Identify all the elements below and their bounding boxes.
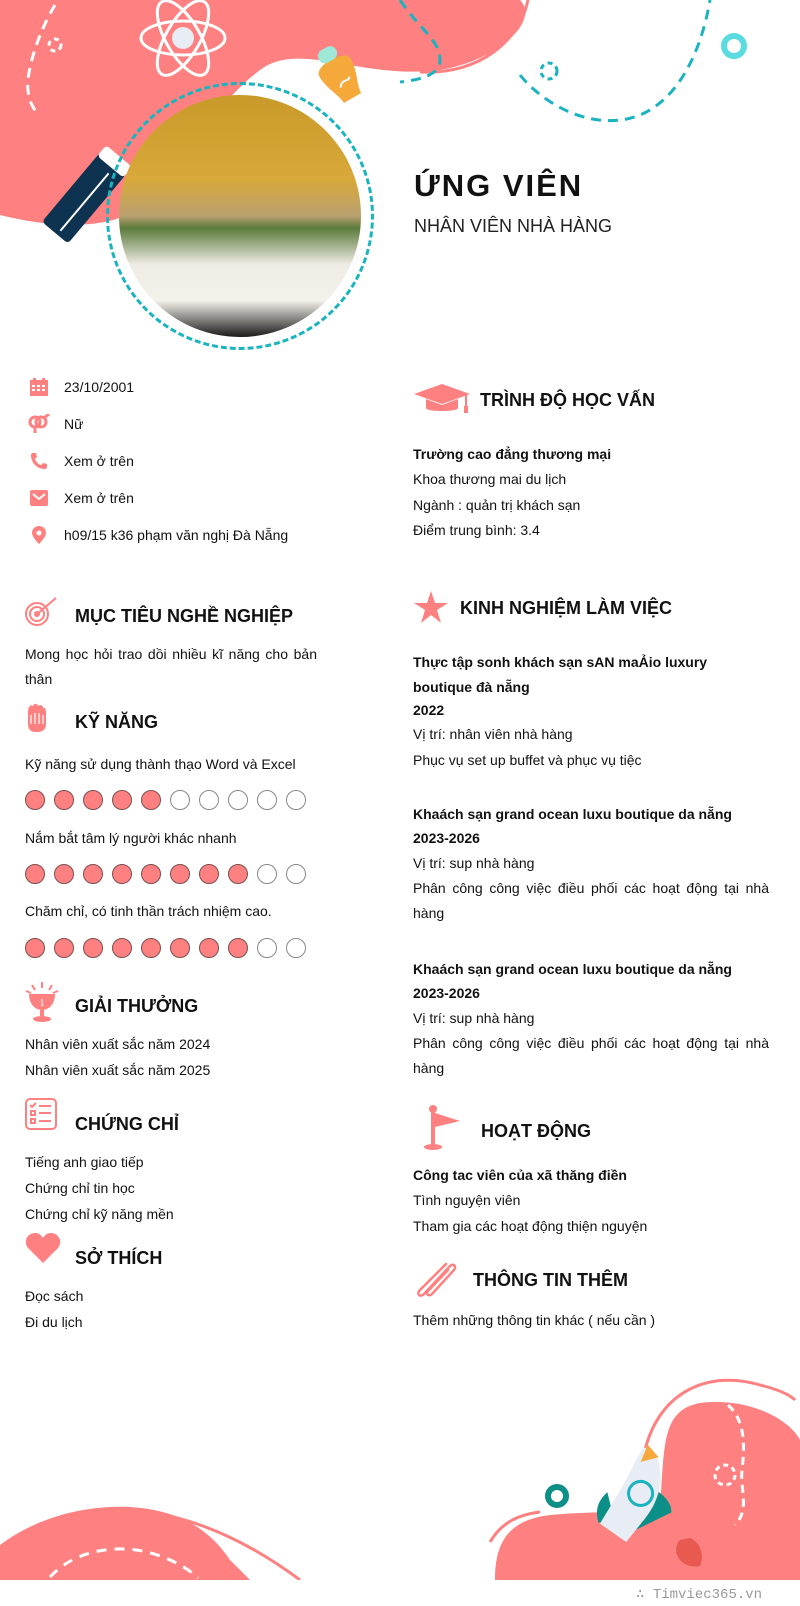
email-value: Xem ở trên [64,490,134,506]
hobby-item: Đọc sách [25,1288,84,1304]
rating-dot-empty [286,938,306,958]
target-icon [24,596,58,628]
rating-dot-filled [25,938,45,958]
address-value: h09/15 k36 phạm văn nghị Đà Nẵng [64,527,289,543]
rating-dot-filled [199,938,219,958]
objective-text: Mong học hỏi trao dồi nhiều kĩ năng cho bản thân [25,646,317,687]
flag-icon [420,1105,464,1151]
education-title: TRÌNH ĐỘ HỌC VẤN [480,390,655,410]
gender-icon [28,413,50,435]
rating-dot-empty [257,938,277,958]
contact-email [28,486,134,510]
experience-desc: Phân công công việc điều phối các hoạt động tại nhà hàng [413,880,769,921]
rating-dot-filled [112,790,132,810]
experience-title: KINH NGHIỆM LÀM VIỆC [460,598,673,618]
rating-dot-filled [228,864,248,884]
certificate-item: Chứng chỉ kỹ năng mền [25,1206,174,1222]
certificate-item: Tiếng anh giao tiếp [25,1154,144,1170]
rating-dot-empty [286,864,306,884]
profile-photo [119,95,361,337]
rating-dot-filled [170,938,190,958]
rating-dot-empty [228,790,248,810]
phone-value: Xem ở trên [64,453,134,469]
skill-label: Kỹ năng sử dụng thành thạo Word và Excel [25,756,296,772]
footer-decoration [0,1330,800,1580]
experience-company: Thực tập sonh khách sạn sAN maẢio luxury boutique đà nẵng [413,654,708,695]
profile-photo-frame [106,82,374,350]
contact-gender [28,412,83,436]
experience-desc: Phân công công việc điều phối các hoạt động tại nhà hàng [413,1035,769,1076]
education-line: Ngành : quản trị khách sạn [413,497,581,513]
award-item: Nhân viên xuất sắc năm 2025 [25,1062,211,1078]
paperclip-icon [416,1258,460,1300]
certificate-item: Chứng chỉ tin học [25,1180,135,1196]
rating-dot-filled [112,864,132,884]
birthdate-value: 23/10/2001 [64,379,135,395]
candidate-name: ỨNG VIÊN [414,168,584,203]
graduation-cap-icon [414,382,470,416]
candidate-position: NHÂN VIÊN NHÀ HÀNG [414,216,613,236]
hand-icon [25,702,47,734]
rating-dot-filled [141,938,161,958]
rating-dot-filled [141,790,161,810]
heart-icon [25,1232,61,1264]
experience-desc: Phục vụ set up buffet và phục vụ tiệc [413,752,642,768]
rating-dot-filled [199,864,219,884]
contact-address [28,523,288,547]
additional-title: THÔNG TIN THÊM [473,1270,628,1290]
contact-birthdate [28,375,134,399]
experience-company: Khaách sạn grand ocean luxu boutique da nẵng [413,806,732,822]
skill-label: Nắm bắt tâm lý người khác nhanh [25,830,237,846]
rating-dot-filled [25,864,45,884]
rating-dot-empty [170,790,190,810]
activity-line: Tình nguyện viên [413,1192,521,1208]
hobbies-title: SỞ THÍCH [75,1248,163,1268]
award-item: Nhân viên xuất sắc năm 2024 [25,1036,211,1052]
education-line: Khoa thương mai du lịch [413,471,567,487]
skills-title: KỸ NĂNG [75,712,159,732]
rating-dot-filled [83,938,103,958]
certificates-title: CHỨNG CHỈ [75,1114,179,1134]
star-icon [414,591,448,623]
objective-title: MỤC TIÊU NGHỀ NGHIỆP [75,606,294,626]
rating-dot-filled [54,938,74,958]
trophy-icon [24,980,60,1024]
watermark: ∴ Timviec365.vn [636,1587,763,1603]
contact-phone [28,449,134,473]
rating-dot-filled [141,864,161,884]
skill-rating [25,864,306,884]
activity-line: Tham gia các hoạt động thiện nguyện [413,1218,648,1234]
hobby-item: Đi du lịch [25,1314,83,1330]
phone-icon [28,450,50,472]
additional-text: Thêm những thông tin khác ( nếu cần ) [413,1312,656,1328]
school-name: Trường cao đẳng thương mại [413,446,612,462]
rating-dot-filled [170,864,190,884]
svg-text:1: 1 [39,998,45,1009]
experience-period: 2022 [413,702,445,718]
rating-dot-filled [54,864,74,884]
rating-dot-filled [112,938,132,958]
experience-period: 2023-2026 [413,985,480,1001]
rating-dot-empty [257,790,277,810]
rating-dot-filled [83,790,103,810]
rating-dot-filled [228,938,248,958]
experience-period: 2023-2026 [413,830,480,846]
skill-label: Chăm chỉ, có tinh thần trách nhiệm cao. [25,903,272,919]
location-icon [28,524,50,546]
activity-org: Công tac viên của xã thăng điền [413,1167,627,1183]
experience-company: Khaách sạn grand ocean luxu boutique da nẵng [413,961,732,977]
experience-role: Vị trí: sup nhà hàng [413,1010,535,1026]
rating-dot-empty [286,790,306,810]
rating-dot-filled [25,790,45,810]
skill-rating [25,790,306,810]
checklist-icon [25,1098,57,1130]
experience-role: Vị trí: nhân viên nhà hàng [413,726,573,742]
education-line: Điểm trung bình: 3.4 [413,522,540,538]
email-icon [28,487,50,509]
calendar-icon [28,376,50,398]
rating-dot-empty [257,864,277,884]
rating-dot-empty [199,790,219,810]
rating-dot-filled [83,864,103,884]
rating-dot-filled [54,790,74,810]
skill-rating [25,938,306,958]
awards-title: GIẢI THƯỞNG [75,996,199,1016]
activities-title: HOẠT ĐỘNG [481,1121,591,1141]
experience-role: Vị trí: sup nhà hàng [413,855,535,871]
gender-value: Nữ [64,416,84,432]
